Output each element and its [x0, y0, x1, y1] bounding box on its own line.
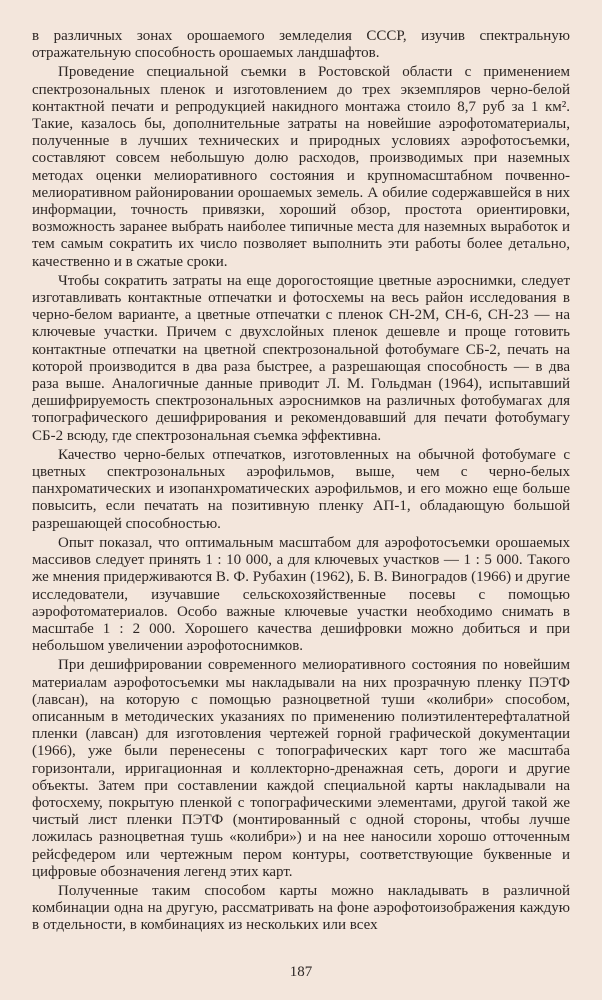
paragraph-4: Качество черно-белых отпечатков, изготовленных на обычной фотобумаге с цветных спектрозональных аэрофильмов, выше, чем с черно-белых панхроматических и изопанхроматических аэрофильмов, и его можно еще больше повысить, если печатать на позитивную пленку АП-1, обладающую большой разрешающей способностью.: [32, 446, 570, 532]
paragraph-2: Проведение специальной съемки в Ростовской области с применением спектрозональных пленок и изготовлением до трех экземпляров черно-белой контактной печати и репродукцией накидного монтажа стоило 8,7 руб за 1 км². Такие, казалось бы, дополнительные затраты на новейшие аэрофотоматериалы, полученные в лучших технических и природных условиях аэрофотосъемки, составляют совсем небольшую долю расходов, производимых при наземных методах оценки мелиоративного состояния и крупномасштабном почвенно-мелиоративном районировании орошаемых земель. А обилие содержавшейся в них информации, точность привязки, хороший обзор, простота ориентировки, возможность заранее выбрать наиболее типичные места для наземных выработок и тем самым сократить их число позволяет выполнить эти работы более детально, качественно и в сжатые сроки.: [32, 64, 570, 270]
paragraph-5: Опыт показал, что оптимальным масштабом для аэрофотосъемки орошаемых массивов следует принять 1 : 10 000, а для ключевых участков — 1 : 5 000. Такого же мнения придерживаются В. Ф. Рубахин (1962), Б. В. Виноградов (1966) и другие исследователи, изучавшие сельскохозяйственные посевы с помощью аэрофотоматериалов. Особо важные ключевые участки необходимо снимать в масштабе 1 : 2 000. Хорошего качества дешифровки можно добиться и при небольшом увеличении аэрофотоснимков.: [32, 534, 570, 655]
paragraph-7: Полученные таким способом карты можно накладывать в различной комбинации одна на другую, рассматривать на фоне аэрофотоизображения каждую в отдельности, в комбинациях из нескольких или всех: [32, 882, 570, 934]
paragraph-6: При дешифрировании современного мелиоративного состояния по новейшим материалам аэрофотосъемки мы накладывали на них прозрачную пленку ПЭТФ (лавсан), на которую с помощью разноцветной туши «колибри» способом, описанным в методических указаниях по применению полиэтилентерефталатной пленки (лавсан) для изготовления чертежей горной графической документации (1966), уже были перенесены с топографических карт того же масштаба горизонтали, ирригационная и коллекторно-дренажная сеть, дороги и другие объекты. Затем при составлении каждой специальной карты накладывали на фотосхему, покрытую пленкой с топографическими элементами, другой такой же чистый лист пленки ПЭТФ (монтированный с одной стороны, чтобы лучше ложилась разноцветная тушь «колибри») и на нее наносили хорошо отточенным рейсфедером или чертежным пером контуры, соответствующие буквенные и цифровые обозначения легенд этих карт.: [32, 657, 570, 880]
page-number: 187: [289, 964, 313, 980]
paragraph-3: Чтобы сократить затраты на еще дорогостоящие цветные аэроснимки, следует изготавливать контактные отпечатки и фотосхемы на весь район исследования в черно-белом варианте, а цветные отпечатки с пленок СН-2М, СН-6, СН-23 — на ключевые участки. Причем с двухслойных пленок дешевле и проще готовить контактные отпечатки на цветной спектрозональной фотобумаге СБ-2, печать на которой производится в два раза быстрее, а разрешающая способность — в два раза выше. Аналогичные данные приводит Л. М. Гольдман (1964), испытавший дешифрируемость спектрозональных аэроснимков на различных фотобумагах для топографического дешифрирования и рекомендовавший для печати фотобумагу СБ-2 всюду, где спектрозональная съемка эффективна.: [32, 272, 570, 444]
paragraph-1: в различных зонах орошаемого земледелия СССР, изучив спектральную отражательную способность орошаемых ландшафтов.: [32, 28, 570, 62]
